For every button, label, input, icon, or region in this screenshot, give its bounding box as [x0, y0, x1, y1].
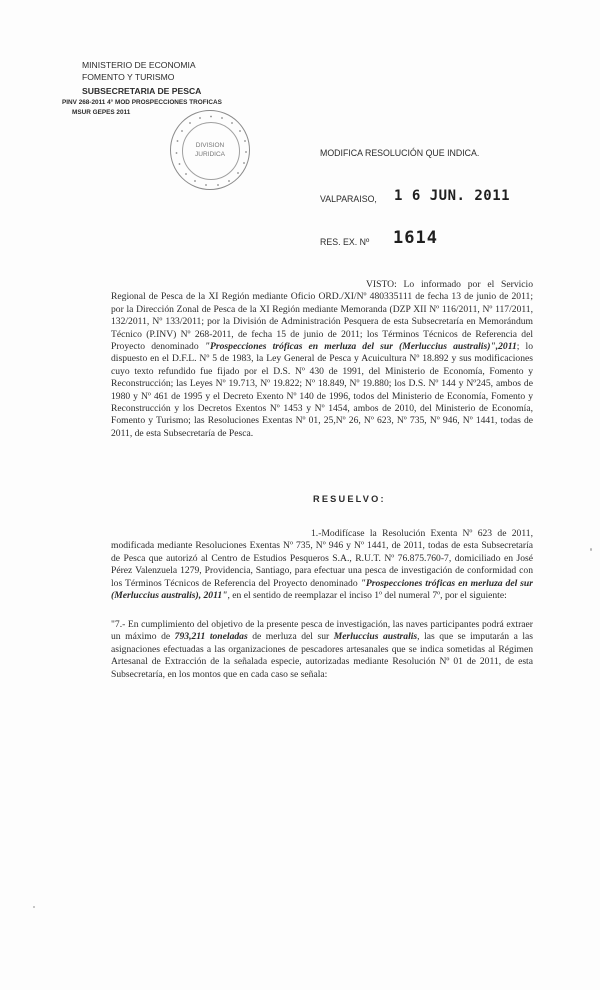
header-undersecretariat: SUBSECRETARIA DE PESCA: [82, 86, 202, 96]
visto-lead: VISTO:: [366, 279, 397, 290]
header-ministry: MINISTERIO DE ECONOMIA: [82, 60, 196, 70]
item-1-text-part1: la Resolución Exenta Nº 623 de 2011, modificada mediante Resoluciones Exentas Nº 735, Nº 946 y Nº 1441, de 2011, todas de esta Subsecretaría de Pesca que autorizó al Centro de Estudios Pesqueros S.A., R.U.T. Nº 76.875.760-7, domiciliado en José Pérez Valenzuela 1279, Providencia, Santiago, para efectuar una pesca de investigación de conformidad con los Términos Técnicos de Referencia del Proyecto denominado: [111, 528, 533, 589]
item-7-text-part2: de merluza del sur: [247, 631, 334, 643]
item-7-text-part3: , las que se imputarán a las asignaciones efectuadas a las organizaciones de pescadores artesanales que se indica sometidas al Régimen Artesanal de Extracción de la señalada especie, autorizadas mediante Resolución Nº 01 de 2011, de esta Subsecretaría, en los montos que en cada caso se señala:: [111, 631, 534, 680]
visto-text-part2: ; lo dispuesto en el D.F.L. Nº 5 de 1983, la Ley General de Pesca y Acuicultura Nº 18.892 y sus modificaciones cuyo texto refundido fue fijado por el D.S. Nº 430 de 1991, del Ministerio de Economía, Fomento y Reconstrucción; las Leyes Nº 19.713, Nº 19.822; Nº 18.849, Nº 19.880; los D.S. Nº 144 y Nº245, ambos de 1980 y Nº 461 de 1995 y el Decreto Exento Nº 140 de 1996, todos del Ministerio de Economía, Fomento y Reconstrucción y los Decretos Exentos Nº 1453 y Nº 1454, ambos de 2010, del Ministerio de Economía, Fomento y Turismo; las Resoluciones Exentas Nº 01, 25,Nº 26, Nº 623, Nº 735, Nº 946, Nº 1441, todas de 2011, de esta Subsecretaría de Pesca.: [111, 341, 533, 439]
document-subject: MODIFICA RESOLUCIÓN QUE INDICA.: [320, 148, 480, 158]
item-1-paragraph: [111, 528, 533, 602]
item-1-lead: 1.-Modifícase: [311, 528, 365, 539]
item-1-project-name: "Prospecciones tróficas en merluza del sur (Merluccius australis), 2011": [111, 577, 533, 602]
visto-text-part1: Lo informado por el Servicio Regional de Pesca de la XI Región mediante Oficio ORD./XI/Nº 480335111 de fecha 13 de junio de 2011; por la Dirección Zonal de Pesca de la XI Región mediante Memoranda (DZP XII Nº 116/2011, Nº 117/2011, 132/2011, Nº 133/2011; por la División de Administración Pesquera de esta Subsecretaría en Memorándum Técnico (P.INV) Nº 268-2011, de fecha 15 de junio de 2011; los Términos Técnicos de Referencia del Proyecto denominado: [111, 279, 533, 353]
document-date: 1 6 JUN. 2011: [394, 188, 511, 204]
resuelvo-heading: RESUELVO:: [313, 494, 386, 504]
visto-project-name: "Prospecciones tróficas en merluza del sur (Merluccius australis)",2011: [204, 341, 517, 353]
scan-speck: [590, 548, 592, 551]
resolution-number: 1614: [393, 228, 438, 248]
stamp-text-line1: DIVISION: [195, 142, 225, 149]
visto-paragraph: [111, 279, 533, 440]
document-place: VALPARAISO,: [320, 194, 377, 204]
header-file-reference: PINV 268-2011 4° MOD PROSPECCIONES TROFICAS: [62, 99, 222, 106]
scan-speck: [33, 906, 35, 908]
item-1-text-part2: , en el sentido de reemplazar el inciso 1º del numeral 7º, por el siguiente:: [227, 590, 507, 602]
header-file-code: MSUR GEPES 2011: [72, 109, 131, 116]
item-7-species: Merluccius australis: [333, 631, 418, 643]
header-ministry-sub: FOMENTO Y TURISMO: [82, 72, 175, 82]
resolution-label: RES. EX. Nº: [320, 237, 370, 247]
item-7-paragraph: [111, 619, 533, 681]
juridical-division-stamp: [170, 110, 250, 190]
item-7-amount: 793,211 toneladas: [174, 631, 248, 643]
stamp-text-line2: JURIDICA: [195, 151, 225, 158]
item-7-text-part1: "7.- En cumplimiento del objetivo de la presente pesca de investigación, las naves participantes podrá extraer un máximo de: [111, 619, 533, 643]
